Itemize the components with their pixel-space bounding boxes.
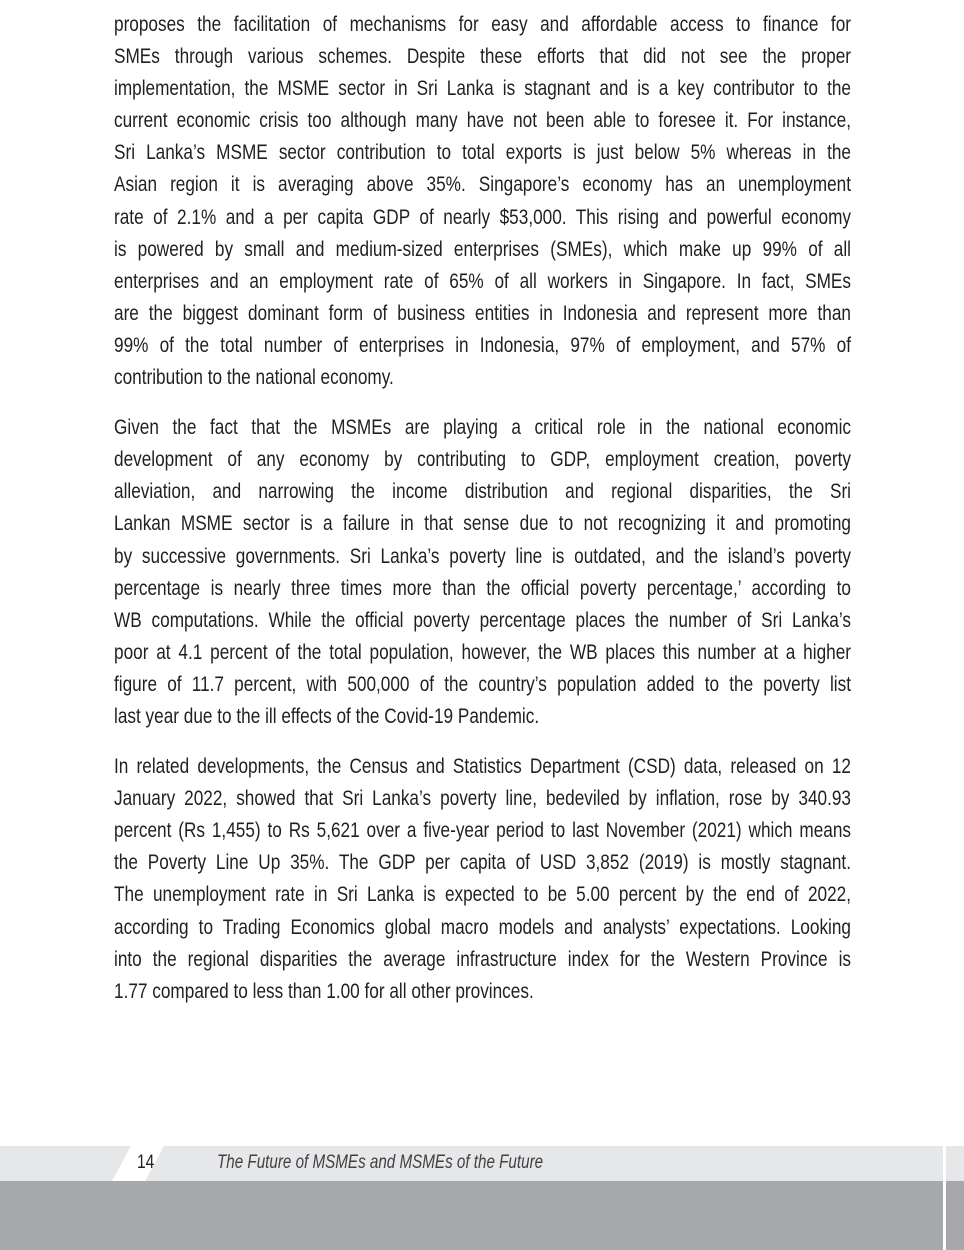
text-line: poor at 4.1 percent of the total population, however, the WB places this number at a higher [114, 639, 851, 664]
text-line: rate of 2.1% and a per capita GDP of nearly $53,000. This rising and powerful economy [114, 204, 851, 229]
text-line: enterprises and an employment rate of 65% of all workers in Singapore. In fact, SMEs [114, 268, 851, 293]
page-body [114, 8, 851, 1007]
text-line: percent (Rs 1,455) to Rs 5,621 over a five-year period to last November (2021) which means [114, 818, 851, 843]
text-line: Asian region it is averaging above 35%. Singapore’s economy has an unemployment [114, 172, 851, 197]
text-line: In related developments, the Census and Statistics Department (CSD) data, released on 12 [114, 754, 851, 779]
text-line: Lankan MSME sector is a failure in that sense due to not recognizing it and promoting [114, 511, 851, 536]
text-line: alleviation, and narrowing the income distribution and regional disparities, the Sri [114, 479, 851, 504]
text-line: WB computations. While the official poverty percentage places the number of Sri Lanka’s [114, 607, 851, 632]
text-line: the Poverty Line Up 35%. The GDP per capita of USD 3,852 (2019) is mostly stagnant. [114, 850, 851, 875]
paragraph-3 [114, 750, 851, 1007]
paragraph-2 [114, 411, 851, 732]
text-line: Sri Lanka’s MSME sector contribution to total exports is just below 5% whereas in the [114, 140, 851, 165]
text-line: 99% of the total number of enterprises in Indonesia, 97% of employment, and 57% of [114, 332, 851, 357]
footer-dark-band [0, 1181, 964, 1250]
text-line: figure of 11.7 percent, with 500,000 of the country’s population added to the poverty list [114, 671, 851, 696]
text-line: implementation, the MSME sector in Sri Lanka is stagnant and is a key contributor to the [114, 76, 851, 101]
text-line: percentage is nearly three times more than the official poverty percentage,’ according to [114, 575, 851, 600]
text-line: contribution to the national economy. [114, 365, 394, 390]
text-line: are the biggest dominant form of business entities in Indonesia and represent more than [114, 300, 851, 325]
footer-divider [943, 1146, 946, 1250]
text-line: according to Trading Economics global macro models and analysts’ expectations. Looking [114, 914, 851, 939]
text-line: SMEs through various schemes. Despite these efforts that did not see the proper [114, 44, 851, 69]
text-line: into the regional disparities the average infrastructure index for the Western Province is [114, 946, 851, 971]
text-line: development of any economy by contributing to GDP, employment creation, poverty [114, 447, 851, 472]
text-line: last year due to the ill effects of the Covid-19 Pandemic. [114, 703, 540, 728]
text-line: proposes the facilitation of mechanisms for easy and affordable access to finance for [114, 12, 851, 36]
text-line: Given the fact that the MSMEs are playing a critical role in the national economic [114, 415, 851, 440]
text-line: The unemployment rate in Sri Lanka is expected to be 5.00 percent by the end of 2022, [114, 882, 851, 907]
text-line: January 2022, showed that Sri Lanka’s poverty line, bedeviled by inflation, rose by 340.93 [114, 786, 851, 811]
running-title: The Future of MSMEs and MSMEs of the Future [217, 1152, 544, 1173]
text-line: current economic crisis too although many have not been able to foresee it. For instance, [114, 108, 851, 133]
paragraph-1 [114, 8, 851, 393]
text-line: 1.77 compared to less than 1.00 for all other provinces. [114, 978, 534, 1003]
text-line: is powered by small and medium-sized enterprises (SMEs), which make up 99% of all [114, 236, 851, 261]
page-number: 14 [137, 1152, 155, 1173]
text-line: by successive governments. Sri Lanka’s poverty line is outdated, and the island’s poverty [114, 543, 851, 568]
